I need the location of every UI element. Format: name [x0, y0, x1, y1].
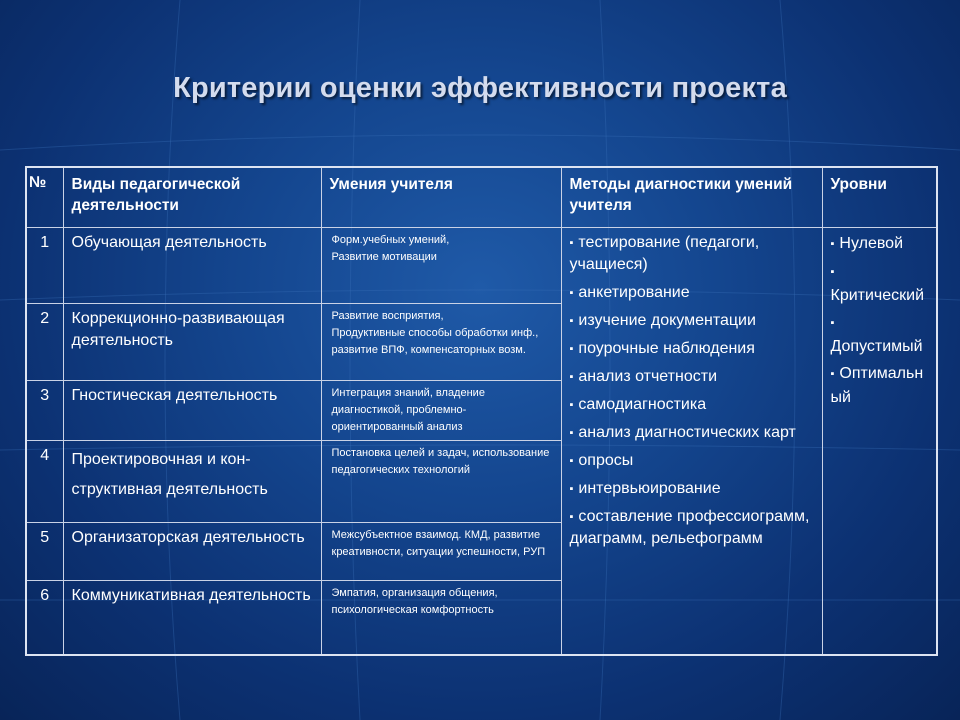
skills-cell [321, 380, 561, 440]
activity-cell: Проектировочная и кон-структивная деятельность [63, 440, 321, 522]
row-number: 1 [26, 227, 63, 303]
list-item [570, 282, 814, 304]
activity-cell: Обучающая деятельность [63, 227, 321, 303]
method-text: анализ диагностических карт [578, 423, 796, 441]
skills-cell [321, 227, 561, 303]
bullet-icon: ▪ [569, 482, 574, 495]
list-item [831, 311, 929, 358]
list-item [831, 260, 929, 307]
method-text: анализ отчетности [578, 367, 717, 385]
level-text: Оптимальный [830, 364, 924, 406]
method-text: поурочные наблюдения [578, 339, 755, 357]
row-number: 2 [26, 303, 63, 380]
row-number: 6 [26, 580, 63, 655]
levels-cell [822, 227, 937, 655]
skill-line: Развитие мотивации [331, 250, 437, 263]
header-activity: Виды педагогической деятельности [63, 167, 321, 227]
list-item [570, 506, 814, 550]
header-skills: Умения учителя [321, 167, 561, 227]
activity-cell: Организаторская деятельность [63, 522, 321, 580]
method-text: составление профессиограмм, диаграмм, рельефограмм [569, 507, 810, 547]
skill-line: Межсубъектное взаимод. КМД, развитие креативности, ситуации успешности, РУП [331, 528, 546, 558]
bullet-icon: ▪ [569, 236, 574, 249]
bullet-icon: ▪ [569, 510, 574, 523]
methods-cell [561, 227, 822, 655]
bullet-icon: ▪ [569, 342, 574, 355]
table-header-row [26, 167, 937, 227]
level-text: Нулевой [839, 234, 903, 252]
list-item [570, 394, 814, 416]
bullet-icon: ▪ [569, 314, 574, 327]
skill-line: Эмпатия, организация общения, психологическая комфортность [331, 586, 498, 616]
activity-cell: Гностическая деятельность [63, 380, 321, 440]
list-item [570, 366, 814, 388]
bullet-icon: ▪ [569, 370, 574, 383]
list-item [570, 310, 814, 332]
header-methods: Методы диагностики умений учителя [561, 167, 822, 227]
bullet-icon: ▪ [569, 454, 574, 467]
skill-line: Продуктивные способы обработки инф., развитие ВПФ, компенсаторных возм. [331, 326, 539, 356]
bullet-icon: ▪ [830, 316, 835, 329]
row-number: 3 [26, 380, 63, 440]
list-item [831, 362, 929, 409]
row-number: 4 [26, 440, 63, 522]
skill-line: Постановка целей и задач, использование педагогических технологий [331, 446, 550, 476]
bullet-icon: ▪ [830, 237, 835, 250]
list-item [570, 338, 814, 360]
criteria-table [25, 166, 938, 656]
bullet-icon: ▪ [569, 398, 574, 411]
list-item [570, 422, 814, 444]
bullet-icon: ▪ [830, 265, 835, 278]
skill-line: Развитие восприятия, [331, 309, 444, 322]
skills-cell [321, 522, 561, 580]
skills-cell [321, 580, 561, 655]
table-row [26, 227, 937, 303]
header-num: № [26, 167, 63, 227]
bullet-icon: ▪ [569, 286, 574, 299]
list-item [831, 232, 929, 256]
skills-cell [321, 440, 561, 522]
method-text: самодиагностика [578, 395, 707, 413]
page-title: Критерии оценки эффективности проекта [173, 72, 787, 104]
levels-list [831, 232, 929, 409]
bullet-icon: ▪ [830, 367, 835, 380]
list-item [570, 450, 814, 472]
activity-cell: Коррекционно-развивающая деятельность [63, 303, 321, 380]
method-text: опросы [578, 451, 634, 469]
skill-line: Форм.учебных умений, [331, 233, 450, 246]
bullet-icon: ▪ [569, 426, 574, 439]
skills-cell [321, 303, 561, 380]
row-number: 5 [26, 522, 63, 580]
list-item [570, 478, 814, 500]
list-item [570, 232, 814, 276]
methods-list [570, 232, 814, 550]
header-levels: Уровни [822, 167, 937, 227]
skill-line: Интеграция знаний, владение диагностикой, проблемно-ориентированный анализ [331, 386, 485, 433]
level-text: Критический [830, 286, 925, 304]
method-text: интервьюирование [578, 479, 721, 497]
method-text: изучение документации [578, 311, 756, 329]
method-text: тестирование (педагоги, учащиеся) [569, 233, 760, 273]
method-text: анкетирование [578, 283, 690, 301]
level-text: Допустимый [830, 337, 923, 355]
activity-cell: Коммуникативная деятельность [63, 580, 321, 655]
